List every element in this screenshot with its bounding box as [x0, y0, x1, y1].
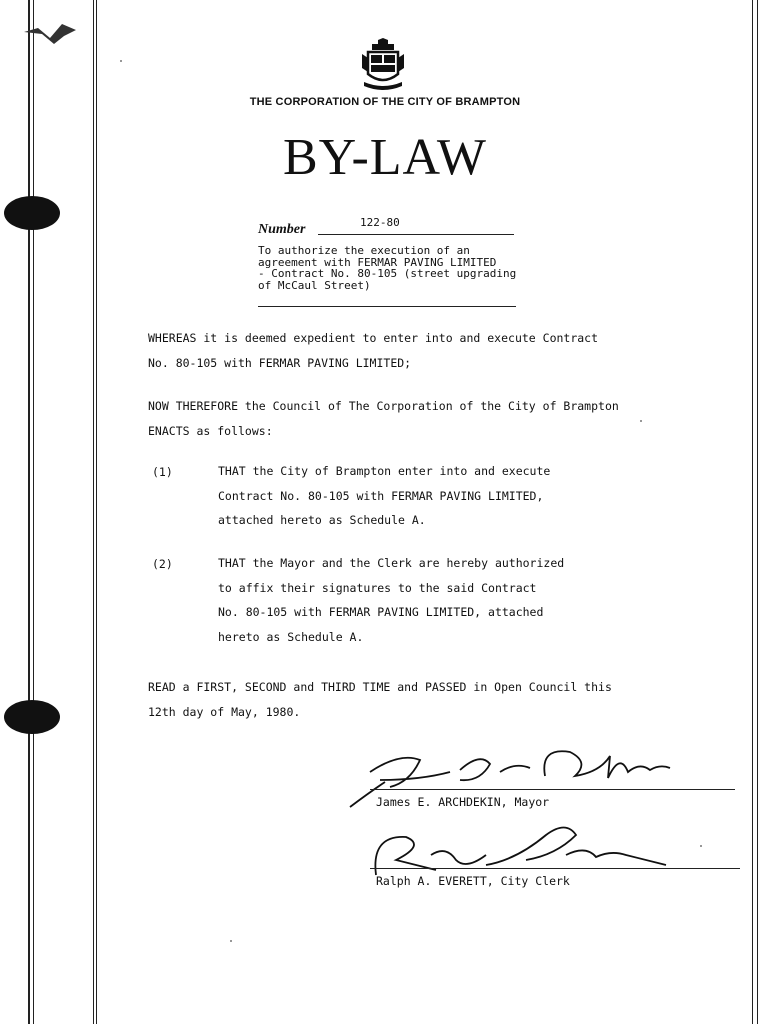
clause-line: to affix their signatures to the said Contract — [218, 580, 537, 595]
purpose-statement — [258, 245, 578, 291]
speck — [640, 420, 642, 422]
corner-smudge — [20, 18, 80, 48]
purpose-line-text: of McCaul Street) — [258, 278, 371, 292]
whereas-line: WHEREAS it is deemed expedient to enter into and execute Contract — [148, 331, 599, 345]
speck — [120, 60, 122, 62]
clause-line: hereto as Schedule A. — [218, 629, 364, 644]
clause-line: Contract No. 80-105 with FERMAR PAVING LIMITED, — [218, 488, 544, 503]
read-line: READ a FIRST, SECOND and THIRD TIME and PASSED in Open Council this — [148, 680, 612, 694]
clerk-name: Ralph A. EVERETT, City Clerk — [376, 874, 570, 888]
corporation-heading: THE CORPORATION OF THE CITY OF BRAMPTON — [249, 96, 521, 108]
enacting-line: ENACTS as follows: — [148, 424, 273, 438]
punch-hole — [4, 700, 60, 734]
clause-number: (2) — [152, 557, 173, 571]
speck — [230, 940, 232, 942]
clerk-signature-line — [370, 868, 740, 869]
clause-text — [218, 551, 564, 649]
purpose-line-text: - Contract No. 80-105 (street upgrading — [258, 267, 517, 280]
whereas-line: No. 80-105 with FERMAR PAVING LIMITED; — [148, 356, 412, 370]
punch-hole — [4, 196, 60, 230]
clause-text — [218, 459, 550, 533]
read-line: 12th day of May, 1980. — [148, 705, 301, 719]
enacting-line: NOW THEREFORE the Council of The Corporation of the City of Brampton — [148, 399, 619, 413]
bylaw-number: 122-80 — [360, 216, 400, 229]
purpose-line-text: To authorize the execution of an — [258, 244, 470, 257]
clause-line: No. 80-105 with FERMAR PAVING LIMITED, attached — [218, 605, 544, 619]
number-underline — [318, 234, 514, 235]
clause-number: (1) — [152, 465, 173, 479]
clause-line: THAT the Mayor and the Clerk are hereby authorized — [218, 556, 565, 570]
purpose-underline — [258, 306, 516, 307]
mayor-signature-line — [370, 789, 735, 790]
city-crest-icon — [358, 38, 408, 92]
speck — [700, 845, 702, 847]
purpose-line-text: agreement with FERMAR PAVING LIMITED — [258, 255, 497, 269]
number-label: Number — [258, 222, 306, 237]
clause-line: THAT the City of Brampton enter into and execute — [218, 464, 551, 478]
document-title: BY-LAW — [282, 129, 488, 186]
mayor-name: James E. ARCHDEKIN, Mayor — [376, 795, 550, 809]
clause-line: attached hereto as Schedule A. — [218, 513, 426, 527]
